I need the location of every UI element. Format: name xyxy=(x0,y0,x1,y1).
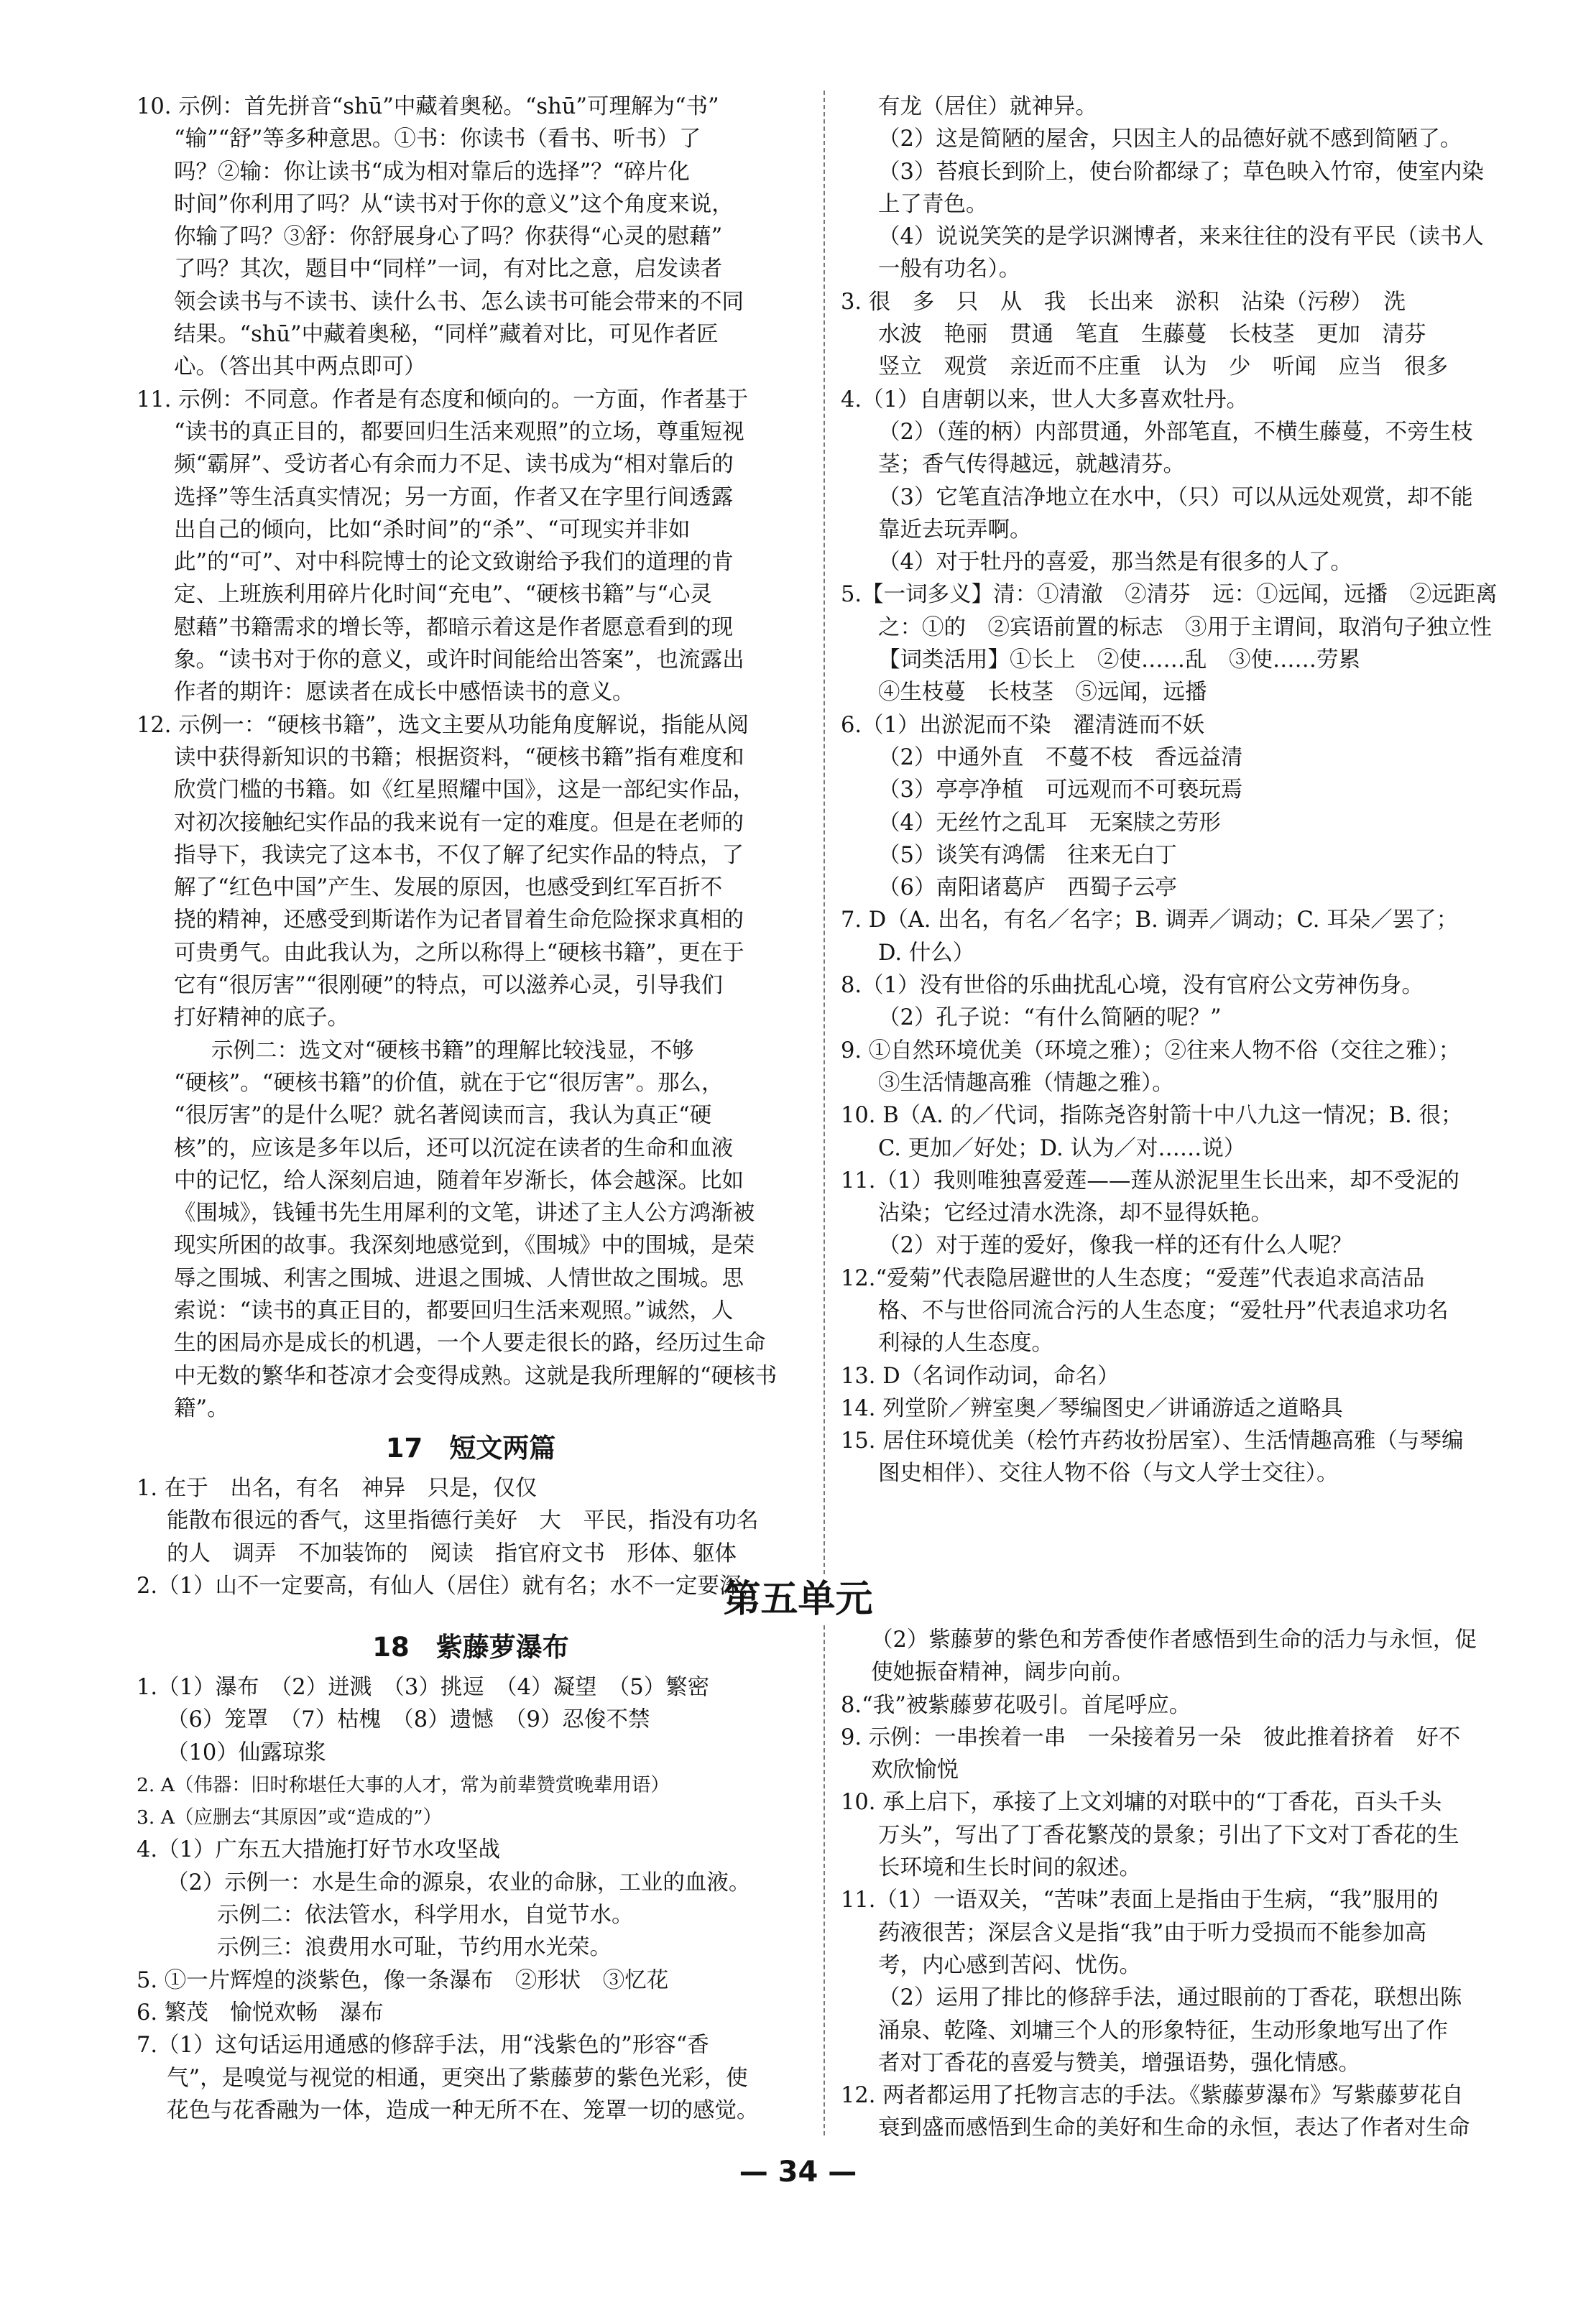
answer-line: 籍”。 xyxy=(174,1395,229,1421)
answer-line: 12.“爱菊”代表隐居避世的人生态度；“爱莲”代表追求高洁品 xyxy=(841,1265,1425,1291)
answer-line: 之：①的 ②宾语前置的标志 ③用于主谓间，取消句子独立性 xyxy=(878,614,1492,640)
answer-line: 7.（1）这句话运用通感的修辞手法，用“浅紫色的”形容“香 xyxy=(137,2033,709,2059)
answer-line: 有龙（居住）就神异。 xyxy=(878,94,1097,119)
answer-line: 吗？②输：你让读书“成为相对靠后的选择”？“碎片化 xyxy=(174,159,690,185)
answer-line: 7. D（A. 出名，有名／名字；B. 调弄／调动；C. 耳朵／罢了； xyxy=(841,907,1459,933)
answer-line: 1.（1）瀑布 （2）迸溅 （3）挑逗 （4）凝望 （5）繁密 xyxy=(137,1675,710,1700)
answer-line: 11. 示例：不同意。作者是有态度和倾向的。一方面，作者基于 xyxy=(137,387,749,412)
answer-line: 一般有功名）。 xyxy=(878,257,1021,282)
answer-line: （10）仙露琼浆 xyxy=(167,1740,326,1765)
answer-line: （4）对于牡丹的喜爱，那当然是有很多的人了。 xyxy=(878,550,1352,576)
answer-line: 指导下，我读完了这本书，不仅了解了纪实作品的特点，了 xyxy=(174,842,744,868)
answer-line: 中的记忆，给人深刻启迪，随着年岁渐长，体会越深。比如 xyxy=(174,1168,744,1193)
section-title-17: 17 短文两篇 xyxy=(385,1433,556,1464)
answer-line: 涌泉、乾隆、刘墉三个人的形象特征，生动形象地写出了作 xyxy=(878,2018,1448,2043)
answer-line: 10. 承上启下，承接了上文刘墉的对联中的“丁香花，百头千头 xyxy=(841,1790,1442,1816)
answer-line: （2）孔子说：“有什么简陋的呢？” xyxy=(878,1005,1222,1031)
answer-line: 你输了吗？③舒：你舒展身心了吗？你获得“心灵的慰藉” xyxy=(174,224,723,250)
answer-line: 长环境和生长时间的叙述。 xyxy=(878,1855,1141,1881)
answer-line: （5）谈笑有鸿儒 往来无白丁 xyxy=(878,842,1177,868)
answer-line: 欢欣愉悦 xyxy=(871,1757,959,1783)
answer-line: “硬核”。“硬核书籍”的价值，就在于它“很厉害”。那么， xyxy=(174,1070,724,1096)
answer-line: 考，内心感到苦闷、忧伤。 xyxy=(878,1952,1141,1978)
answer-line: 它有“很厉害”“很刚硬”的特点，可以滋养心灵，引导我们 xyxy=(174,973,723,999)
answer-line: 了吗？其次，题目中“同样”一词，有对比之意，启发读者 xyxy=(174,257,723,282)
answer-line: （3）亭亭净植 可远观而不可亵玩焉 xyxy=(878,777,1243,803)
answer-line: 可贵勇气。由此我认为，之所以称得上“硬核书籍”，更在于 xyxy=(174,940,744,966)
left-column-top xyxy=(137,91,805,1602)
answer-line: 领会读书与不读书、读什么书、怎么读书可能会带来的不同 xyxy=(174,289,744,315)
answer-line: 对初次接触纪实作品的我来说有一定的难度。但是在老师的 xyxy=(174,810,744,836)
answer-line: 象。“读书对于你的意义，或许时间能给出答案”，也流露出 xyxy=(174,647,744,673)
answer-line: 竖立 观赏 亲近而不庄重 认为 少 听闻 应当 很多 xyxy=(878,354,1448,380)
answer-line: 【词类活用】①长上 ②使……乱 ③使……劳累 xyxy=(878,647,1360,673)
answer-line: 示例三：浪费用水可耻，节约用水光荣。 xyxy=(217,1935,612,1961)
answer-line: （2）这是简陋的屋舍，只因主人的品德好就不感到简陋了。 xyxy=(878,126,1462,152)
answer-line: 茎；香气传得越远，就越清芬。 xyxy=(878,452,1185,478)
answer-line: 索说：“读书的真正目的，都要回归生活来观照。”诚然，人 xyxy=(174,1298,734,1324)
answer-line: 3. 很 多 只 从 我 长出来 淤积 沾染（污秽） 洗 xyxy=(841,289,1406,315)
answer-line: 此”的“可”、对中科院博士的论文致谢给予我们的道理的肯 xyxy=(174,550,734,576)
answer-line: （3）它笔直洁净地立在水中，（只）可以从远处观赏，却不能 xyxy=(878,484,1473,510)
answer-line: 10. B（A. 的／代词，指陈尧咨射箭十中八九这一情况；B. 很； xyxy=(841,1103,1463,1129)
answer-line: 5. ①一片辉煌的淡紫色，像一条瀑布 ②形状 ③忆花 xyxy=(137,1967,669,1993)
answer-line: （4）说说笑笑的是学识渊博者，来来往往的没有平民（读书人 xyxy=(878,224,1484,250)
answer-line: ③生活情趣高雅（情趣之雅）。 xyxy=(878,1070,1174,1096)
left-column-bottom xyxy=(137,1624,805,2127)
answer-line: 核”的，应该是多年以后，还可以沉淀在读者的生命和血液 xyxy=(174,1135,734,1161)
answer-line: 图史相伴）、交往人物不俗（与文人学士交往）。 xyxy=(878,1461,1339,1487)
right-column-top xyxy=(841,91,1502,1490)
answer-line: 13. D（名词作动词，命名） xyxy=(841,1363,1120,1389)
answer-line: 打好精神的底子。 xyxy=(174,1005,349,1031)
answer-line: 读中获得新知识的书籍；根据资料，“硬核书籍”指有难度和 xyxy=(174,744,744,770)
answer-line: 生的困局亦是成长的机遇，一个人要走很长的路，经历过生命 xyxy=(174,1331,766,1357)
answer-line: 能散布很远的香气，这里指德行美好 大 平民，指没有功名 xyxy=(167,1508,759,1534)
answer-line: 11.（1）一语双关，“苦味”表面上是指由于生病，“我”服用的 xyxy=(841,1888,1439,1913)
answer-line: 挠的精神，还感受到斯诺作为记者冒着生命危险探求真相的 xyxy=(174,907,744,933)
column-divider-top xyxy=(824,91,825,1574)
answer-line: 9. ①自然环境优美（环境之雅）；②往来人物不俗（交往之雅）； xyxy=(841,1038,1461,1063)
answer-line: 心。（答出其中两点即可） xyxy=(174,354,426,380)
answer-line: 花色与花香融为一体，造成一种无所不在、笼罩一切的感觉。 xyxy=(167,2097,759,2123)
answer-line: 水波 艳丽 贯通 笔直 生藤蔓 长枝茎 更加 清芬 xyxy=(878,322,1426,348)
answer-line: 示例二：依法管水，科学用水，自觉节水。 xyxy=(217,1903,634,1928)
answer-line: 药液很苦；深层含义是指“我”由于听力受损而不能参加高 xyxy=(878,1920,1427,1946)
answer-line: 气”，是嗅觉与视觉的相通，更突出了紫藤萝的紫色光彩，使 xyxy=(167,2065,748,2091)
answer-line: 14. 列堂阶／辨室奥／琴编图史／讲诵游适之道略具 xyxy=(841,1395,1343,1421)
answer-line: （2）运用了排比的修辞手法，通过眼前的丁香花，联想出陈 xyxy=(878,1985,1462,2011)
answer-line: 利禄的人生态度。 xyxy=(878,1331,1053,1357)
answer-line: 《围城》，钱锺书先生用犀利的文笔，讲述了主人公方鸿渐被 xyxy=(174,1201,755,1227)
answer-line: 定、上班族利用碎片化时间“充电”、“硬核书籍”与“心灵 xyxy=(174,582,712,608)
answer-line: 12. 两者都运用了托物言志的手法。《紫藤萝瀑布》写紫藤萝花自 xyxy=(841,2083,1464,2109)
answer-line: 衰到盛而感悟到生命的美好和生命的永恒，表达了作者对生命 xyxy=(878,2115,1470,2141)
section-title-18: 18 紫藤萝瀑布 xyxy=(372,1632,569,1663)
answer-line: 中无数的繁华和苍凉才会变得成熟。这就是我所理解的“硬核书 xyxy=(174,1363,778,1389)
answer-line: 结果。“shū”中藏着奥秘，“同样”藏着对比，可见作者匠 xyxy=(174,322,719,348)
answer-line: 1. 在于 出名，有名 神异 只是，仅仅 xyxy=(137,1476,538,1502)
answer-line: 15. 居住环境优美（桧竹卉药妆扮居室）、生活情趣高雅（与琴编 xyxy=(841,1428,1464,1454)
answer-line: “很厉害”的是什么呢？就名著阅读而言，我认为真正“硬 xyxy=(174,1103,712,1129)
answer-line: （3）苔痕长到阶上，使台阶都绿了；草色映入竹帘，使室内染 xyxy=(878,159,1484,185)
answer-line: “读书的真正目的，都要回归生活来观照”的立场，尊重短视 xyxy=(174,419,744,445)
answer-line: 6.（1）出淤泥而不染 濯清涟而不妖 xyxy=(841,712,1205,738)
answer-line: 辱之围城、利害之围城、进退之围城、人情世故之围城。思 xyxy=(174,1265,744,1291)
answer-line: 3. A（应删去“其原因”或“造成的”） xyxy=(137,1806,443,1829)
answer-line: 4.（1）广东五大措施打好节水攻坚战 xyxy=(137,1837,501,1863)
answer-line: （2）中通外直 不蔓不枝 香远益清 xyxy=(878,744,1243,770)
answer-line: （6）笼罩 （7）枯槐 （8）遗憾 （9）忍俊不禁 xyxy=(167,1707,650,1733)
answer-line: 选择”等生活真实情况；另一方面，作者又在字里行间透露 xyxy=(174,484,734,510)
answer-line: 5.【一词多义】清：①清澈 ②清芬 远：①远闻，远播 ②远距离 xyxy=(841,582,1498,608)
column-divider-bottom xyxy=(824,1625,825,2135)
answer-line: （2）对于莲的爱好，像我一样的还有什么人呢？ xyxy=(878,1233,1352,1259)
answer-line: 作者的期许：愿读者在成长中感悟读书的意义。 xyxy=(174,680,635,706)
answer-line: 8.“我”被紫藤萝花吸引。首尾呼应。 xyxy=(841,1692,1191,1718)
answer-line: 出自己的倾向，比如“杀时间”的“杀”、“可现实并非如 xyxy=(174,517,691,542)
page-number: — 34 — xyxy=(739,2156,857,2189)
answer-line: 2.（1）山不一定要高，有仙人（居住）就有名；水不一定要深， xyxy=(137,1574,764,1599)
answer-line: ④生枝蔓 长枝茎 ⑤远闻，远播 xyxy=(878,680,1207,706)
answer-line: 解了“红色中国”产生、发展的原因，也感受到红军百折不 xyxy=(174,875,723,901)
answer-line: 使她振奋精神，阔步向前。 xyxy=(871,1660,1134,1686)
answer-line: 万头”，写出了丁香花繁茂的景象；引出了下文对丁香花的生 xyxy=(878,1822,1459,1848)
answer-line: 的人 调弄 不加装饰的 阅读 指官府文书 形体、躯体 xyxy=(167,1540,737,1566)
answer-line: （4）无丝竹之乱耳 无案牍之劳形 xyxy=(878,810,1221,836)
answer-line: （2）示例一：水是生命的源泉，农业的命脉，工业的血液。 xyxy=(167,1870,751,1895)
answer-line: 欣赏门槛的书籍。如《红星照耀中国》，这是一部纪实作品， xyxy=(174,777,755,803)
answer-line: 靠近去玩弄啊。 xyxy=(878,517,1032,542)
answer-line: 10. 示例：首先拼音“shū”中藏着奥秘。“shū”可理解为“书” xyxy=(137,94,719,119)
answer-line: 时间”你利用了吗？从“读书对于你的意义”这个角度来说， xyxy=(174,191,734,217)
answer-line: 9. 示例：一串挨着一串 一朵接着另一朵 彼此推着挤着 好不 xyxy=(841,1724,1461,1750)
answer-line: 者对丁香花的喜爱与赞美，增强语势，强化情感。 xyxy=(878,2050,1360,2076)
unit-title: 第五单元 xyxy=(723,1578,873,1621)
answer-line: 4.（1）自唐朝以来，世人大多喜欢牡丹。 xyxy=(841,387,1249,412)
answer-line: 沾染；它经过清水洗涤，却不显得妖艳。 xyxy=(878,1201,1273,1227)
answer-line: 上了青色。 xyxy=(878,191,988,217)
answer-line: 频“霸屏”、受访者心有余而力不足、读书成为“相对靠后的 xyxy=(174,452,734,478)
answer-line: 6. 繁茂 愉悦欢畅 瀑布 xyxy=(137,2000,384,2025)
answer-line: 8.（1）没有世俗的乐曲扰乱心境，没有官府公文劳神伤身。 xyxy=(841,973,1424,999)
answer-line: 格、不与世俗同流合污的人生态度；“爱牡丹”代表追求功名 xyxy=(878,1298,1449,1324)
answer-line: （2）紫藤萝的紫色和芳香使作者感悟到生命的活力与永恒，促 xyxy=(871,1627,1477,1653)
answer-line: 12. 示例一：“硬核书籍”，选文主要从功能角度解说，指能从阅 xyxy=(137,712,749,738)
answer-line: 示例二：选文对“硬核书籍”的理解比较浅显，不够 xyxy=(211,1038,694,1063)
answer-line: 2. A（伟器：旧时称堪任大事的人才，常为前辈赞赏晚辈用语） xyxy=(137,1773,670,1796)
answer-line: C. 更加／好处；D. 认为／对……说） xyxy=(878,1135,1246,1161)
right-column-bottom xyxy=(841,1624,1502,2145)
answer-line: 11.（1）我则唯独喜爱莲——莲从淤泥里生长出来，却不受泥的 xyxy=(841,1168,1459,1193)
answer-line: （2）（莲的柄）内部贯通，外部笔直，不横生藤蔓，不旁生枝 xyxy=(878,419,1473,445)
answer-line: “输”“舒”等多种意思。①书：你读书（看书、听书）了 xyxy=(174,126,701,152)
answer-line: D. 什么） xyxy=(878,940,975,966)
answer-line: （6）南阳诸葛庐 西蜀子云亭 xyxy=(878,875,1177,901)
answer-line: 慰藉”书籍需求的增长等，都暗示着这是作者愿意看到的现 xyxy=(174,614,734,640)
answer-line: 现实所困的故事。我深刻地感觉到，《围城》中的围城，是荣 xyxy=(174,1233,755,1259)
